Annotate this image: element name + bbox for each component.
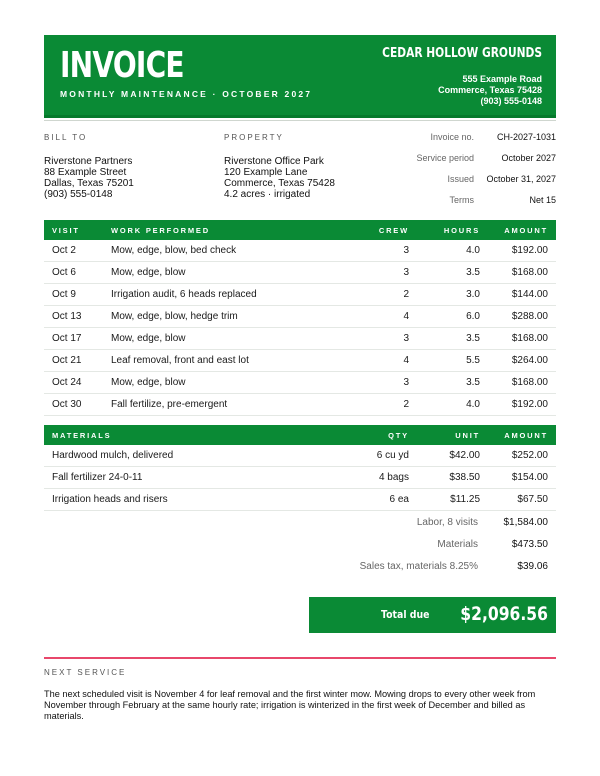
- company-phone: (903) 555-0148: [480, 96, 542, 106]
- invoice-title: INVOICE: [60, 45, 184, 86]
- material-name: Hardwood mulch, delivered: [44, 445, 331, 467]
- bill-to-name: Riverstone Partners: [44, 156, 133, 167]
- total-labor: Labor, 8 visits $1,584.00: [416, 516, 548, 528]
- bill-to-city: Dallas, Texas 75201: [44, 178, 134, 189]
- work-description: Mow, edge, blow: [103, 328, 351, 350]
- col-qty: QTY: [331, 425, 417, 445]
- visit-date: Oct 2: [44, 240, 103, 262]
- work-description: Leaf removal, front and east lot: [103, 350, 351, 372]
- invoice-meta: [356, 132, 556, 216]
- total-due-label: Total due: [381, 608, 430, 621]
- work-description: Fall fertilize, pre-emergent: [103, 394, 351, 416]
- visit-date: Oct 30: [44, 394, 103, 416]
- work-table: [44, 220, 556, 416]
- material-qty: 4 bags: [331, 467, 417, 489]
- meta-terms: Terms Net 15: [449, 195, 556, 205]
- material-name: Irrigation heads and risers: [44, 489, 331, 511]
- material-qty: 6 cu yd: [331, 445, 417, 467]
- table-row: [44, 489, 556, 511]
- company-city: Commerce, Texas 75428: [438, 85, 542, 95]
- table-row: [44, 328, 556, 350]
- hours: 3.0: [417, 284, 488, 306]
- hours: 3.5: [417, 328, 488, 350]
- table-row: [44, 240, 556, 262]
- amount: $168.00: [488, 262, 556, 284]
- work-description: Mow, edge, blow, hedge trim: [103, 306, 351, 328]
- property-street: 120 Example Lane: [224, 167, 308, 178]
- table-row: [44, 262, 556, 284]
- work-table-header: [44, 220, 556, 240]
- amount: $168.00: [488, 372, 556, 394]
- material-qty: 6 ea: [331, 489, 417, 511]
- material-unit: $11.25: [417, 489, 488, 511]
- materials-table: [44, 425, 556, 511]
- property-block: [224, 133, 335, 200]
- meta-service-period: Service period October 2027: [416, 153, 556, 163]
- amount: $192.00: [488, 240, 556, 262]
- material-amount: $67.50: [488, 489, 556, 511]
- work-description: Mow, edge, blow, bed check: [103, 240, 351, 262]
- company-street: 555 Example Road: [462, 74, 542, 84]
- col-material: MATERIALS: [44, 425, 331, 445]
- visit-date: Oct 21: [44, 350, 103, 372]
- crew-count: 2: [351, 394, 417, 416]
- col-crew: CREW: [351, 220, 417, 240]
- col-amount: AMOUNT: [488, 220, 556, 240]
- work-description: Mow, edge, blow: [103, 372, 351, 394]
- invoice-info: [44, 121, 556, 217]
- crew-count: 3: [351, 262, 417, 284]
- property-name: Riverstone Office Park: [224, 156, 324, 167]
- col-mat-amount: AMOUNT: [488, 425, 556, 445]
- property-city: Commerce, Texas 75428: [224, 178, 335, 189]
- amount: $288.00: [488, 306, 556, 328]
- table-row: [44, 306, 556, 328]
- total-due-value: $2,096.56: [460, 603, 548, 625]
- next-service-label: NEXT SERVICE: [44, 668, 127, 677]
- hours: 4.0: [417, 394, 488, 416]
- work-description: Irrigation audit, 6 heads replaced: [103, 284, 351, 306]
- materials-table-header: [44, 425, 556, 445]
- total-due-box: [309, 597, 556, 633]
- table-row: [44, 372, 556, 394]
- total-materials: Materials $473.50: [437, 538, 548, 550]
- material-unit: $38.50: [417, 467, 488, 489]
- col-work: WORK PERFORMED: [103, 220, 351, 240]
- hours: 4.0: [417, 240, 488, 262]
- table-row: [44, 284, 556, 306]
- table-row: [44, 350, 556, 372]
- invoice-subtitle: MONTHLY MAINTENANCE · OCTOBER 2027: [60, 89, 313, 99]
- visit-date: Oct 24: [44, 372, 103, 394]
- next-service-text: The next scheduled visit is November 4 for leaf removal and the first winter mow. Mowing drops to every other week from November through February at the same hourly rate; irrigation is winterized in the first week of December and billed as materials.: [44, 689, 536, 721]
- material-amount: $252.00: [488, 445, 556, 467]
- visit-date: Oct 6: [44, 262, 103, 284]
- bill-to-block: [44, 133, 134, 200]
- crew-count: 4: [351, 306, 417, 328]
- visit-date: Oct 13: [44, 306, 103, 328]
- bill-to-phone: (903) 555-0148: [44, 189, 113, 200]
- table-row: [44, 394, 556, 416]
- hours: 5.5: [417, 350, 488, 372]
- hours: 3.5: [417, 372, 488, 394]
- visit-date: Oct 17: [44, 328, 103, 350]
- amount: $144.00: [488, 284, 556, 306]
- crew-count: 2: [351, 284, 417, 306]
- table-row: [44, 467, 556, 489]
- material-amount: $154.00: [488, 467, 556, 489]
- company-address: [438, 74, 542, 107]
- amount: $264.00: [488, 350, 556, 372]
- invoice-header: [44, 35, 556, 118]
- table-row: [44, 445, 556, 467]
- bill-to-street: 88 Example Street: [44, 167, 127, 178]
- crew-count: 4: [351, 350, 417, 372]
- bill-to-label: BILL TO: [44, 133, 88, 142]
- crew-count: 3: [351, 328, 417, 350]
- amount: $168.00: [488, 328, 556, 350]
- col-hours: HOURS: [417, 220, 488, 240]
- property-label: PROPERTY: [224, 133, 284, 142]
- meta-issued: Issued October 31, 2027: [447, 174, 556, 184]
- company-name: CEDAR HOLLOW GROUNDS: [382, 46, 542, 61]
- hours: 3.5: [417, 262, 488, 284]
- col-unit: UNIT: [417, 425, 488, 445]
- total-tax: Sales tax, materials 8.25% $39.06: [359, 560, 548, 572]
- col-visit: VISIT: [44, 220, 103, 240]
- work-description: Mow, edge, blow: [103, 262, 351, 284]
- hours: 6.0: [417, 306, 488, 328]
- amount: $192.00: [488, 394, 556, 416]
- meta-invoice-no: Invoice no. CH-2027-1031: [430, 132, 556, 142]
- visit-date: Oct 9: [44, 284, 103, 306]
- property-size: 4.2 acres · irrigated: [224, 189, 311, 200]
- crew-count: 3: [351, 240, 417, 262]
- material-name: Fall fertilizer 24-0-11: [44, 467, 331, 489]
- totals-block: [44, 511, 556, 575]
- material-unit: $42.00: [417, 445, 488, 467]
- crew-count: 3: [351, 372, 417, 394]
- next-service-rule: [44, 657, 556, 659]
